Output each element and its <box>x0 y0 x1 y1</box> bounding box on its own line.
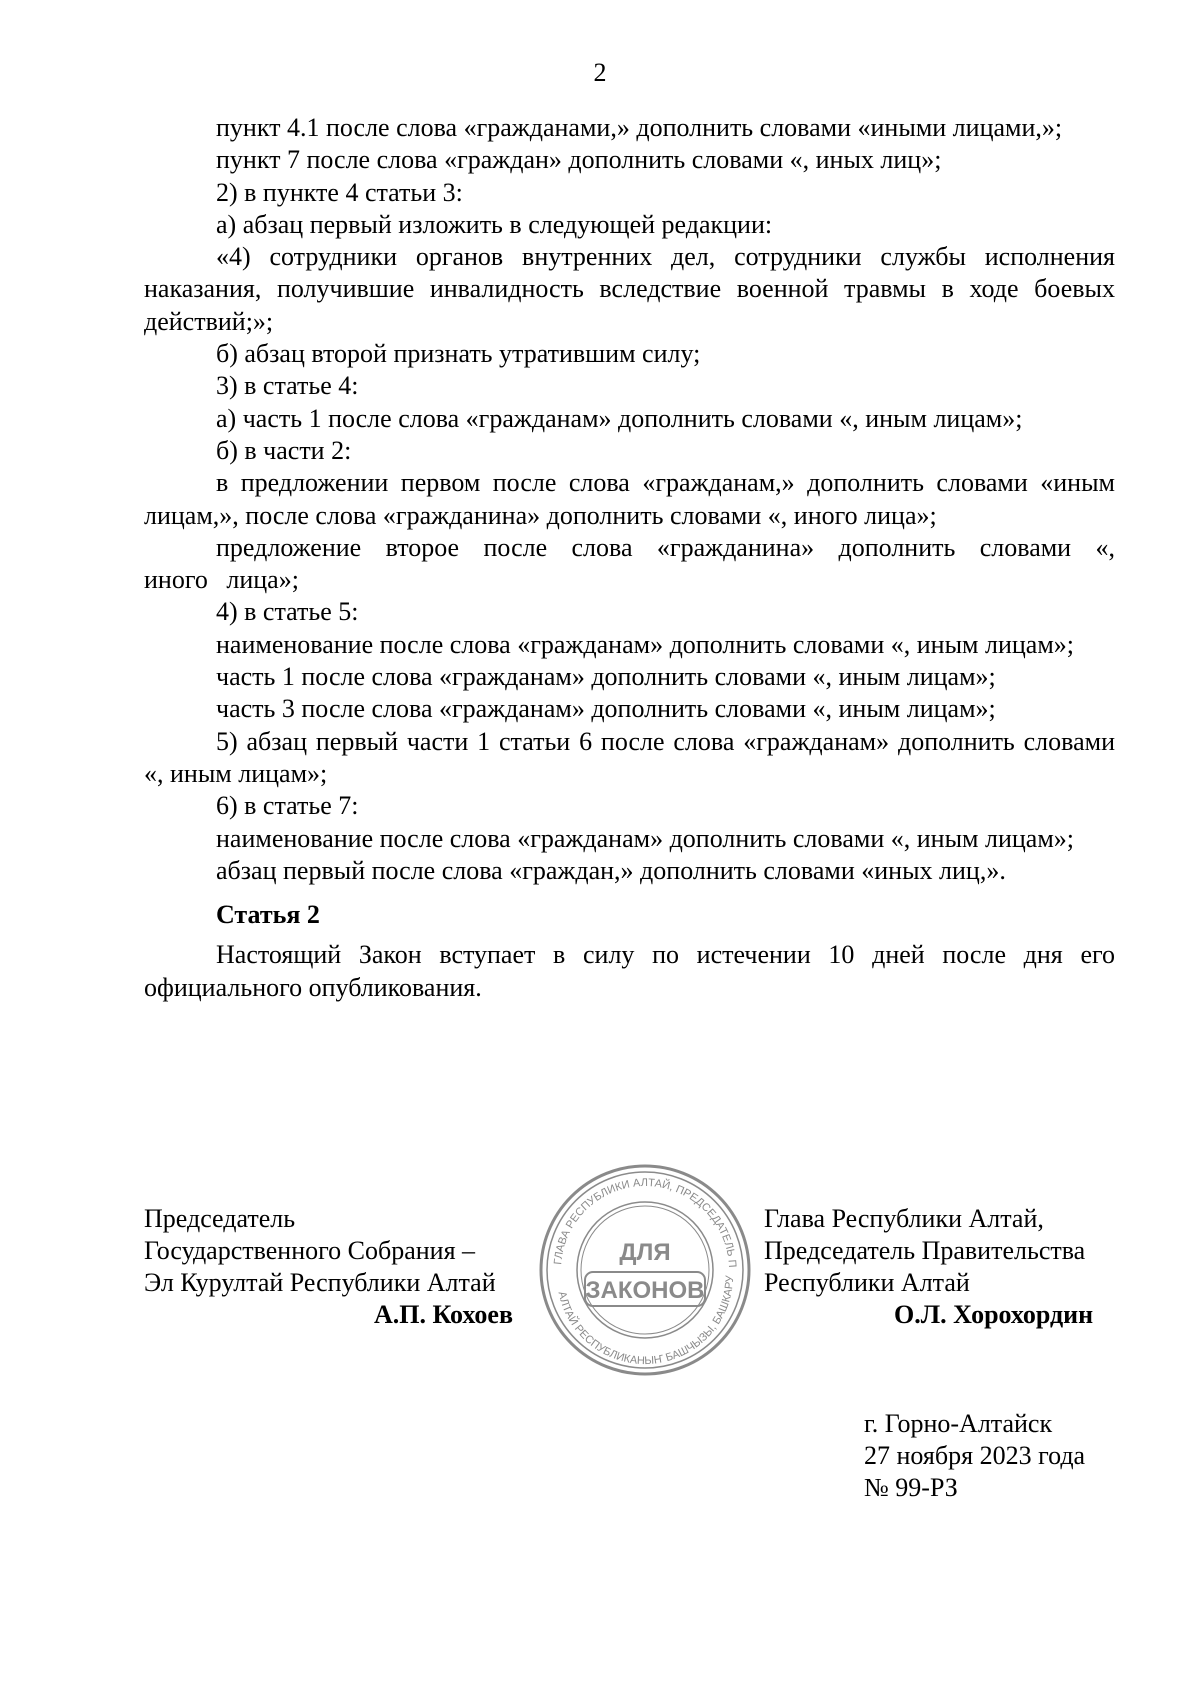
paragraph: б) абзац второй признать утратившим силу; <box>216 339 701 369</box>
paragraph: «4) сотрудники органов внутренних дел, сотрудники службы исполнения наказания, получившие инвалидность вследствие военной травмы в ходе боевых действий;»; <box>144 242 1115 336</box>
article-text: Настоящий Закон вступает в силу по истечении 10 дней после дня его официального опубликования. <box>144 940 1115 1002</box>
signatory-name: О.Л. Хорохордин <box>894 1300 1094 1329</box>
date: 27 ноября 2023 года <box>864 1441 1086 1470</box>
seal-ring-text-top: ГЛАВА РЕСПУБЛИКИ АЛТАЙ, ПРЕДСЕДАТЕЛЬ П <box>552 1176 739 1269</box>
article-heading: Статья 2 <box>216 900 320 930</box>
paragraph: а) абзац первый изложить в следующей редакции: <box>216 209 773 239</box>
paragraph: а) часть 1 после слова «гражданам» дополнить словами «, иным лицам»; <box>216 403 1023 433</box>
paragraph: пункт 7 после слова «граждан» дополнить словами «, иных лиц»; <box>216 145 942 175</box>
paragraph: 6) в статье 7: <box>216 791 359 821</box>
signatory-title-line: Эл Курултай Республики Алтай <box>144 1268 496 1297</box>
signatory-title-line: Республики Алтай <box>764 1268 970 1297</box>
paragraph: наименование после слова «гражданам» дополнить словами «, иным лицам»; <box>216 823 1075 853</box>
paragraph: часть 1 после слова «гражданам» дополнить словами «, иным лицам»; <box>216 662 996 692</box>
official-seal <box>535 1160 755 1380</box>
paragraph: 4) в статье 5: <box>216 597 359 627</box>
seal-center-line2: ЗАКОНОВ <box>585 1277 705 1304</box>
seal-center-line1: ДЛЯ <box>619 1239 671 1266</box>
paragraph: 3) в статье 4: <box>216 371 359 401</box>
place: г. Горно-Алтайск <box>864 1409 1053 1438</box>
signatory-title-line: Председатель <box>144 1204 296 1233</box>
signatory-title-line: Государственного Собрания – <box>144 1236 476 1265</box>
paragraph: 5) абзац первый части 1 статьи 6 после слова «гражданам» дополнить словами «, иным лицам»; <box>144 726 1115 788</box>
law-number: № 99-РЗ <box>864 1473 958 1502</box>
signatory-left <box>144 1203 544 1331</box>
place-date-number <box>864 1408 1124 1504</box>
seal-stamp-icon <box>535 1160 755 1380</box>
paragraph: 2) в пункте 4 статьи 3: <box>216 177 463 207</box>
signatory-right <box>764 1203 1124 1331</box>
paragraph: б) в части 2: <box>216 435 352 465</box>
signatory-name: А.П. Кохоев <box>374 1300 514 1329</box>
paragraph: абзац первый после слова «граждан,» дополнить словами «иных лиц,». <box>216 855 1006 885</box>
page-number: 2 <box>593 58 607 87</box>
signatory-title-line: Глава Республики Алтай, <box>764 1204 1044 1233</box>
signatory-title-line: Председатель Правительства <box>764 1236 1086 1265</box>
seal-ring-text-bottom: АЛТАЙ РЕСПУБЛИКАНЫҤ БАШЧЫЗЫ, БАШКАРУ <box>555 1275 737 1368</box>
paragraph: часть 3 после слова «гражданам» дополнить словами «, иным лицам»; <box>216 694 996 724</box>
law-amendments-body <box>144 112 1115 1004</box>
paragraph: наименование после слова «гражданам» дополнить словами «, иным лицам»; <box>216 629 1075 659</box>
paragraph: в предложении первом после слова «гражданам,» дополнить словами «иным лицам,», после слова «гражданина» дополнить словами «, иного лица»; <box>144 468 1115 530</box>
paragraph: пункт 4.1 после слова «гражданами,» дополнить словами «иными лицами,»; <box>216 113 1063 142</box>
paragraph: предложение второе после слова «гражданина» дополнить словами «, иного лица»; <box>144 532 1115 595</box>
